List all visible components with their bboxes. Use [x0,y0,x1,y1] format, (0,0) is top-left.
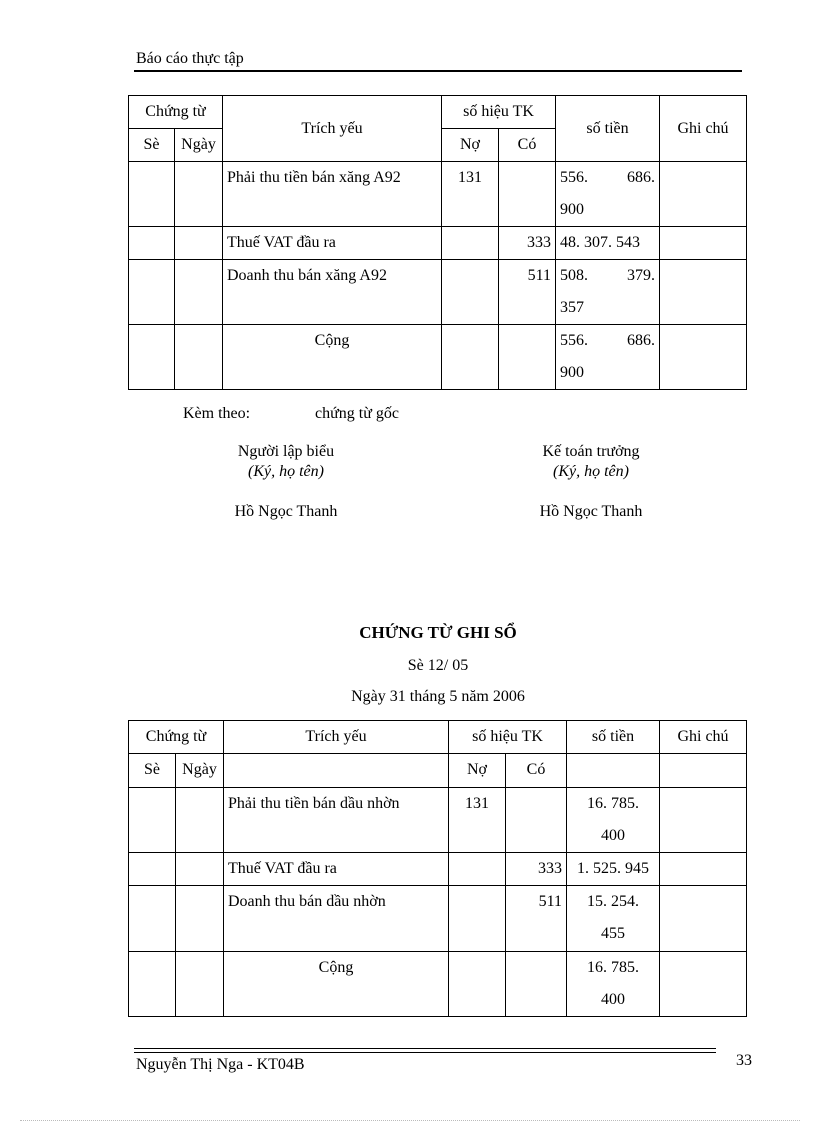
header-number: Sè [129,754,176,788]
document-title: CHỨNG TỪ GHI SỔ [359,623,517,642]
footer-author: Nguyễn Thị Nga - KT04B [136,1056,305,1073]
header-debit: Nợ [442,129,499,162]
header-account: số hiệu TK [442,96,556,129]
voucher-table-1 [128,95,747,390]
amount-part: 15. 254. [587,893,639,910]
header-date: Ngày [176,754,224,788]
amount-part: 900 [560,364,584,381]
row-credit: 511 [499,260,556,325]
header-voucher: Chứng từ [129,721,224,754]
footer-rule [134,1048,716,1049]
header-credit: Có [499,129,556,162]
row-credit [499,325,556,390]
row-credit: 333 [506,853,567,886]
table-row [129,162,747,227]
row-amount [567,788,660,853]
row-debit [442,260,499,325]
row-amount: 48. 307. 543 [556,227,660,260]
amount-part: 379. [627,267,655,284]
header-description: Trích yếu [223,96,442,162]
table-row [129,952,747,1017]
header-description: Trích yếu [224,721,449,754]
row-debit: 131 [442,162,499,227]
row-amount [556,162,660,227]
header-number: Sè [129,129,175,162]
row-amount [556,260,660,325]
header-debit: Nợ [449,754,506,788]
row-description: Doanh thu bán dầu nhờn [224,886,449,952]
header-credit: Có [506,754,567,788]
amount-part: 508. [560,267,588,284]
row-amount [567,952,660,1017]
row-credit: 333 [499,227,556,260]
row-description: Phải thu tiền bán xăng A92 [223,162,442,227]
table-row [129,325,747,390]
accountant-hint: (Ký, họ tên) [553,463,629,480]
header-amount: số tiền [567,721,660,754]
row-amount [567,886,660,952]
amount-part: 686. [627,332,655,349]
row-description: Thuế VAT đầu ra [223,227,442,260]
preparer-signature [186,443,386,521]
accountant-name: Hồ Ngọc Thanh [539,503,643,520]
row-description: Thuế VAT đầu ra [224,853,449,886]
document-date: Ngày 31 tháng 5 năm 2006 [351,688,525,705]
header-title: Báo cáo thực tập [136,50,244,67]
row-debit [442,325,499,390]
page-number: 33 [736,1052,752,1069]
amount-part: 400 [601,991,625,1008]
attachment-label: Kèm theo: [183,405,251,422]
document-number: Sè 12/ 05 [407,657,469,674]
table-row [129,886,747,952]
header-note: Ghi chú [660,96,747,162]
header-rule [134,70,742,72]
header-date: Ngày [175,129,223,162]
table-row [129,853,747,886]
amount-part: 400 [601,827,625,844]
voucher-table-2 [128,720,747,1017]
row-debit [449,952,506,1017]
row-credit [506,952,567,1017]
header-account: số hiệu TK [449,721,567,754]
page-edge [20,1120,800,1121]
row-amount: 1. 525. 945 [567,853,660,886]
amount-part: 357 [560,299,584,316]
amount-part: 556. [560,332,588,349]
preparer-name: Hồ Ngọc Thanh [234,503,338,520]
amount-part: 686. [627,169,655,186]
table-row [129,260,747,325]
row-debit: 131 [449,788,506,853]
amount-part: 900 [560,201,584,218]
row-debit [449,886,506,952]
accountant-role: Kế toán trưởng [542,443,640,460]
preparer-role: Người lập biểu [237,443,335,460]
accountant-signature [491,443,691,521]
amount-part: 16. 785. [587,795,639,812]
row-credit [499,162,556,227]
row-debit [442,227,499,260]
table-row [129,788,747,853]
header-note: Ghi chú [660,721,747,754]
table-row [129,227,747,260]
header-amount: số tiền [556,96,660,162]
header-voucher: Chứng từ [129,96,223,129]
footer-rule [134,1052,716,1053]
amount-part: 16. 785. [587,959,639,976]
row-total-label: Cộng [223,325,442,390]
row-total-label: Cộng [224,952,449,1017]
row-debit [449,853,506,886]
attachment-value: chứng từ gốc [315,405,399,422]
row-credit [506,788,567,853]
amount-part: 455 [601,925,625,942]
row-description: Doanh thu bán xăng A92 [223,260,442,325]
preparer-hint: (Ký, họ tên) [248,463,324,480]
row-amount [556,325,660,390]
row-credit: 511 [506,886,567,952]
amount-part: 556. [560,169,588,186]
row-description: Phải thu tiền bán dầu nhờn [224,788,449,853]
